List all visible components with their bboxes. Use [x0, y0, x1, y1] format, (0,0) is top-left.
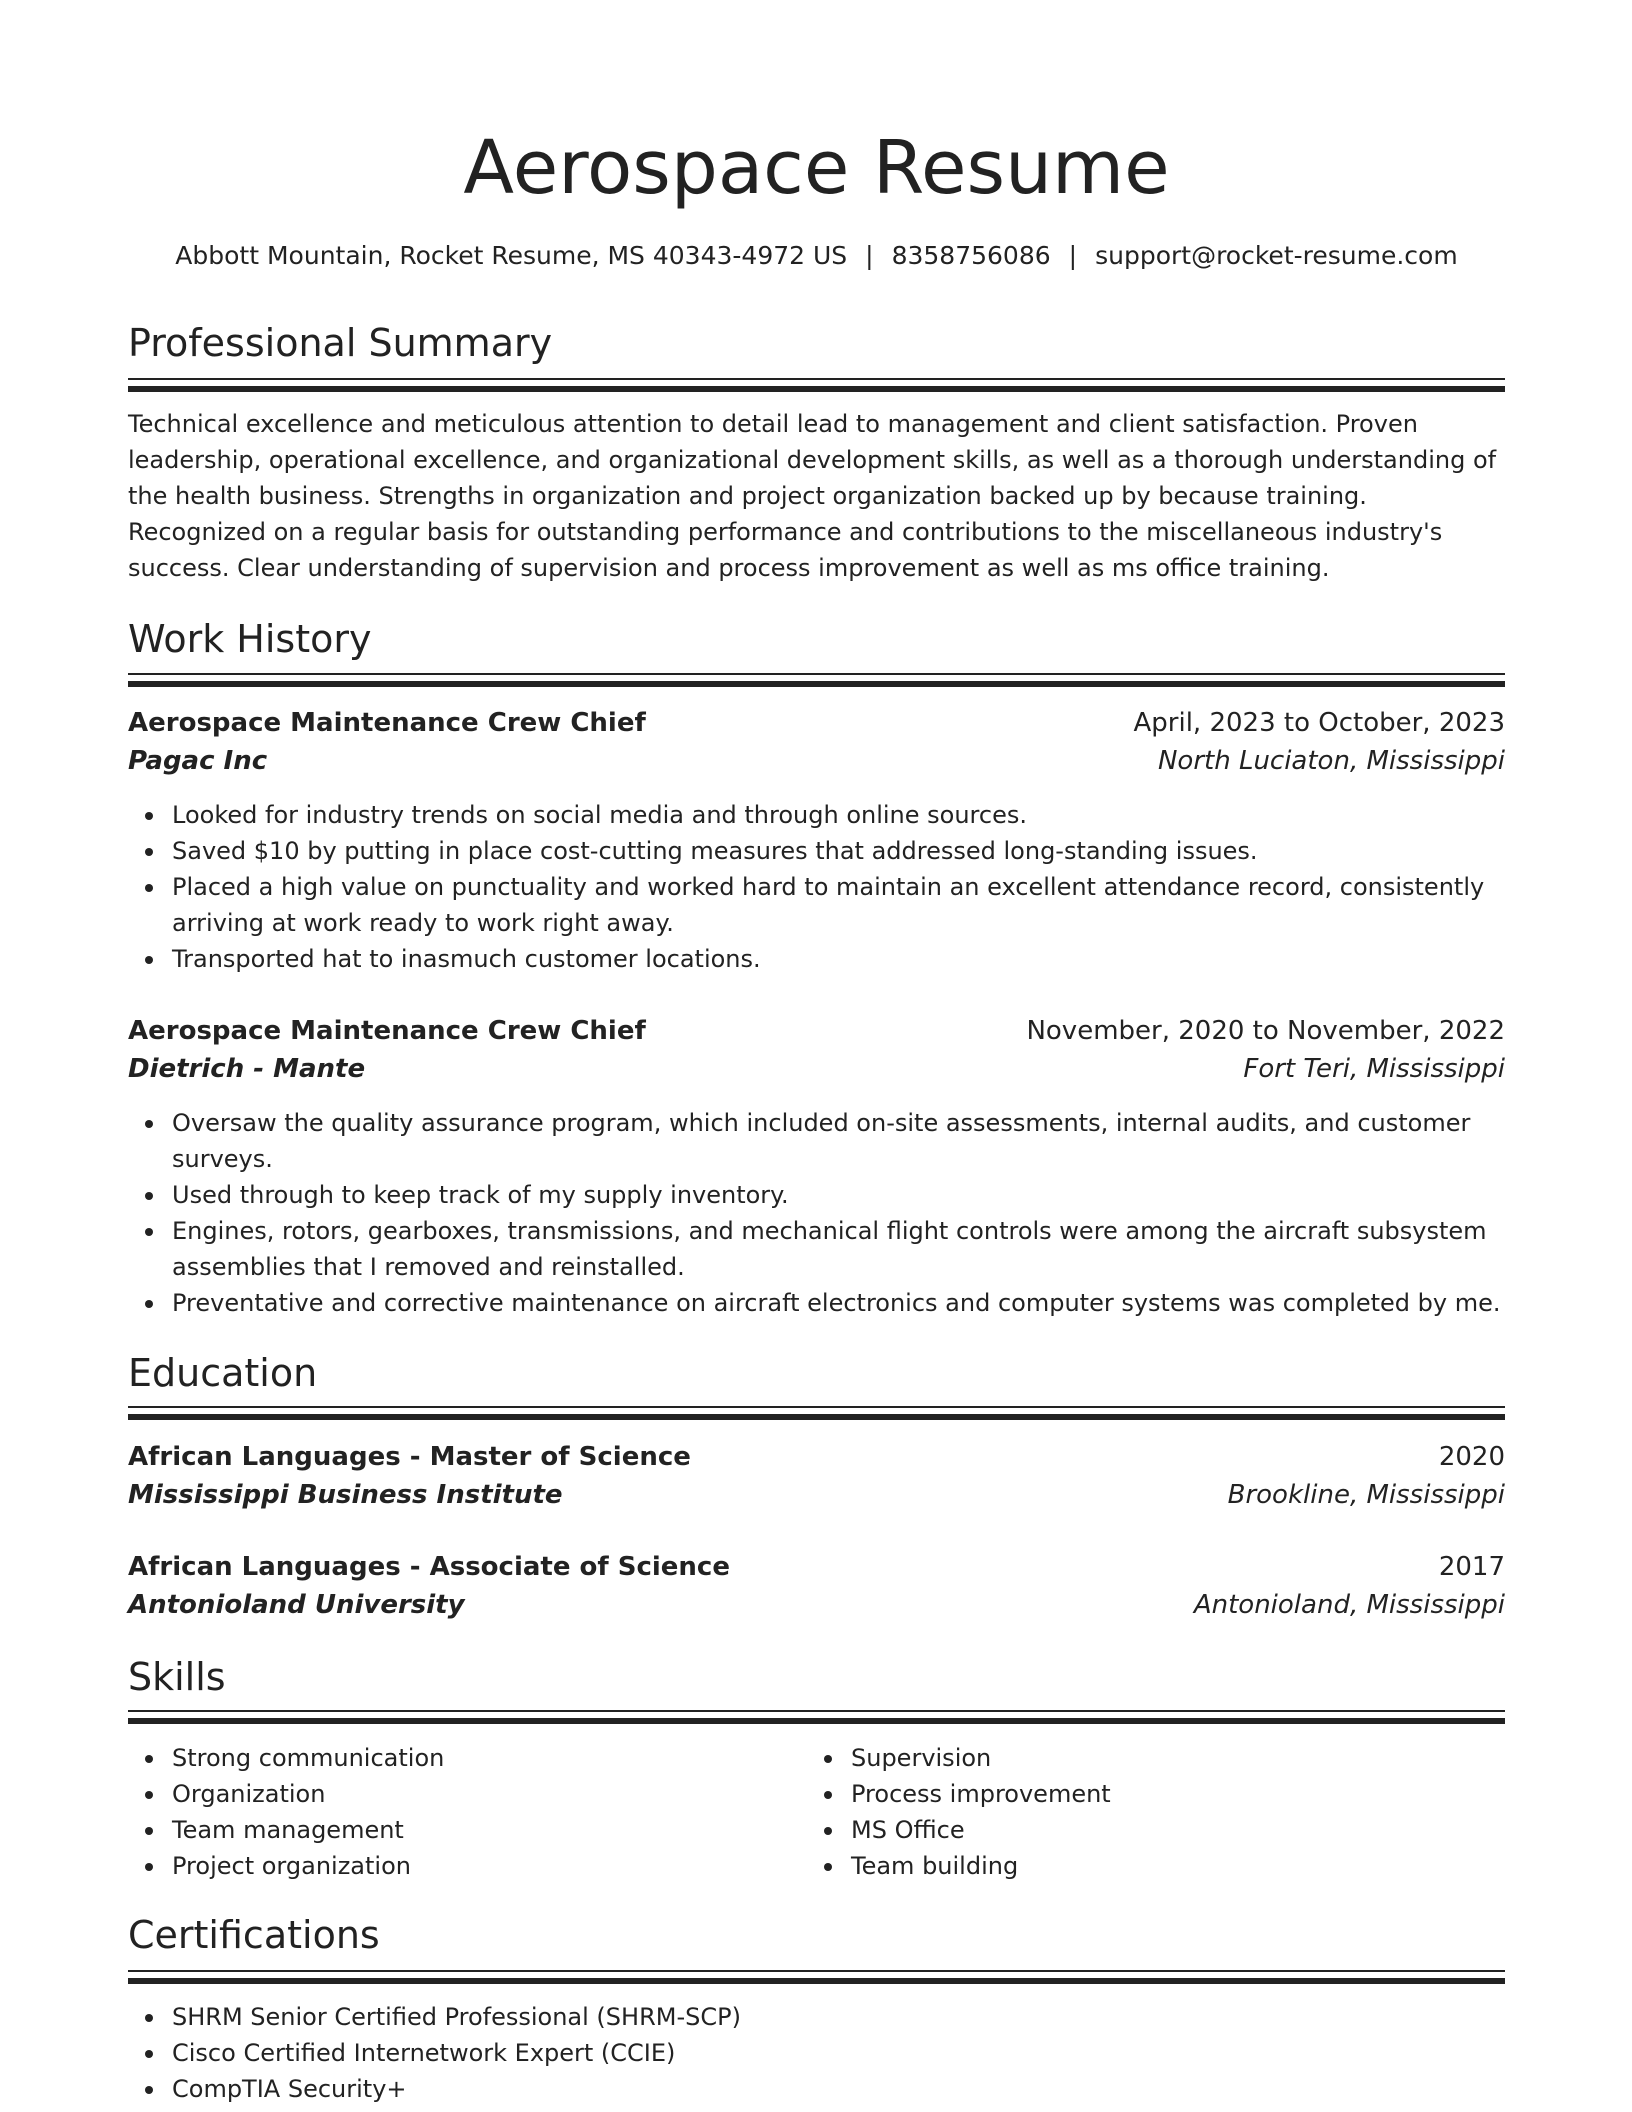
list-item: Engines, rotors, gearboxes, transmissions, and mechanical flight controls were among the aircraft subsystem assemblies that I removed and reinstalled.: [172, 1213, 1505, 1285]
list-item: MS Office: [851, 1812, 1505, 1848]
section-divider: [128, 386, 1505, 392]
education-school: Mississippi Business Institute: [128, 1480, 563, 1510]
list-item: Used through to keep track of my supply inventory.: [172, 1177, 1505, 1213]
education-header: [128, 1438, 1505, 1476]
contact-separator: |: [865, 241, 874, 270]
education-year: 2020: [1438, 1442, 1505, 1472]
list-item: Project organization: [172, 1848, 812, 1884]
job-role: Aerospace Maintenance Crew Chief: [128, 1016, 646, 1046]
list-item: CompTIA Security+: [172, 2071, 1505, 2107]
list-item: Transported hat to inasmuch customer locations.: [172, 941, 1505, 977]
section-divider: [128, 681, 1505, 687]
certifications-section: [128, 1910, 1505, 1960]
education-subheader: [128, 1586, 1505, 1624]
summary-heading: Professional Summary: [128, 321, 553, 365]
education-location: Antonioland, Mississippi: [1193, 1590, 1505, 1620]
job-subheader: [128, 1050, 1505, 1088]
section-divider: [128, 1978, 1505, 1984]
section-divider: [128, 378, 1505, 380]
work-section: [128, 614, 1505, 664]
skills-list-left: [128, 1740, 812, 1884]
resume-title: Aerospace Resume: [463, 125, 1170, 211]
job-bullets: [128, 797, 1505, 977]
education-school: Antonioland University: [128, 1590, 465, 1620]
education-degree: African Languages - Master of Science: [128, 1442, 691, 1472]
contact-address: Abbott Mountain, Rocket Resume, MS 40343-4972 US: [175, 241, 848, 270]
certifications-list: [128, 1999, 1505, 2107]
section-divider: [128, 1406, 1505, 1408]
job-header: [128, 1012, 1505, 1050]
list-item: Team management: [172, 1812, 812, 1848]
list-item: Saved $10 by putting in place cost-cutting measures that addressed long-standing issues.: [172, 833, 1505, 869]
list-item: Oversaw the quality assurance program, which included on-site assessments, internal audits, and customer surveys.: [172, 1105, 1505, 1177]
job-subheader: [128, 742, 1505, 780]
job-dates: April, 2023 to October, 2023: [1133, 708, 1505, 738]
contact-email: support@rocket-resume.com: [1095, 241, 1458, 270]
contact-separator: |: [1068, 241, 1078, 270]
education-subheader: [128, 1476, 1505, 1514]
job-company: Pagac Inc: [128, 746, 268, 776]
section-divider: [128, 1970, 1505, 1972]
list-item: Team building: [851, 1848, 1505, 1884]
list-item: SHRM Senior Certified Professional (SHRM-SCP): [172, 1999, 1505, 2035]
work-heading: Work History: [128, 617, 372, 661]
list-item: Organization: [172, 1776, 812, 1812]
list-item: Placed a high value on punctuality and worked hard to maintain an excellent attendance record, consistently arriving at work ready to work right away.: [172, 869, 1505, 941]
list-item: Supervision: [851, 1740, 1505, 1776]
job-company: Dietrich - Mante: [128, 1054, 366, 1084]
job-bullets: [128, 1105, 1505, 1321]
skills-list-right: [807, 1740, 1505, 1884]
section-divider: [128, 1414, 1505, 1420]
list-item: Preventative and corrective maintenance on aircraft electronics and computer systems was completed by me.: [172, 1285, 1505, 1321]
job-header: [128, 704, 1505, 742]
list-item: Strong communication: [172, 1740, 812, 1776]
summary-text: Technical excellence and meticulous attention to detail lead to management and client satisfaction. Proven leadership, operational excellence, and organizational development skills, as well as a thorough understanding of the health business. Strengths in organization and project organization backed up by because training. Recognized on a regular basis for outstanding performance and contributions to the miscellaneous industry's success. Clear understanding of supervision and process improvement as well as ms office training.: [128, 410, 1497, 582]
education-section: [128, 1348, 1505, 1398]
contact-phone: 8358756086: [891, 241, 1051, 270]
list-item: Process improvement: [851, 1776, 1505, 1812]
education-location: Brookline, Mississippi: [1227, 1480, 1505, 1510]
skills-heading: Skills: [128, 1655, 226, 1699]
job-location: Fort Teri, Mississippi: [1243, 1054, 1505, 1084]
education-header: [128, 1548, 1505, 1586]
section-divider: [128, 673, 1505, 675]
job-role: Aerospace Maintenance Crew Chief: [128, 708, 646, 738]
education-degree: African Languages - Associate of Science: [128, 1552, 730, 1582]
job-location: North Luciaton, Mississippi: [1157, 746, 1505, 776]
contact-line: [128, 238, 1505, 274]
education-year: 2017: [1438, 1552, 1505, 1582]
job-dates: November, 2020 to November, 2022: [1026, 1016, 1505, 1046]
skills-section: [128, 1652, 1505, 1702]
section-divider: [128, 1710, 1505, 1712]
education-heading: Education: [128, 1351, 318, 1395]
list-item: Looked for industry trends on social media and through online sources.: [172, 797, 1505, 833]
list-item: Cisco Certified Internetwork Expert (CCIE): [172, 2035, 1505, 2071]
section-divider: [128, 1718, 1505, 1724]
certifications-heading: Certifications: [128, 1913, 380, 1957]
summary-section: [128, 318, 1505, 368]
